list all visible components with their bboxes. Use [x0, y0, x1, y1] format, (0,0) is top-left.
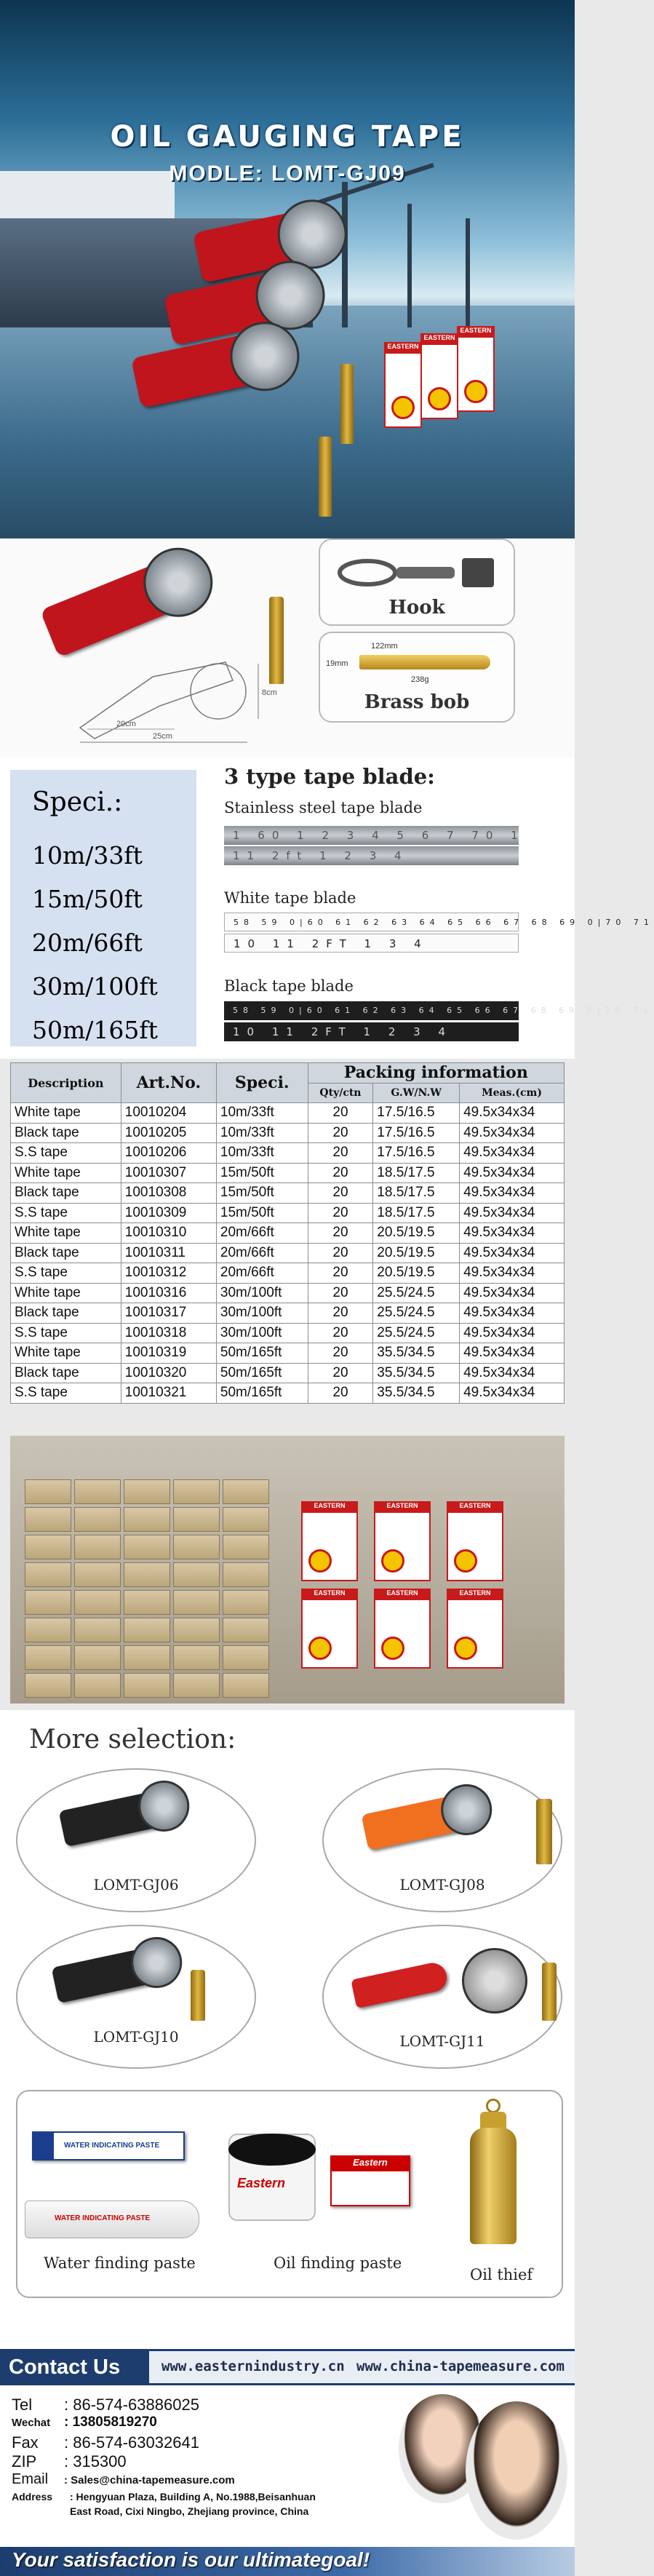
oil-paste-box: Eastern — [330, 2155, 410, 2206]
carton — [74, 1562, 121, 1587]
col-header: Qty/ctn — [308, 1083, 373, 1103]
table-cell: 10010312 — [121, 1263, 216, 1284]
table-cell: 20 — [308, 1303, 373, 1324]
table-cell: 30m/100ft — [216, 1303, 308, 1324]
oil-paste-label: Oil finding paste — [274, 2254, 402, 2272]
carton — [124, 1590, 170, 1615]
product-box: EASTERN — [301, 1589, 358, 1669]
model-label: LOMT-GJ10 — [93, 2028, 179, 2046]
table-cell: 10m/33ft — [216, 1123, 308, 1143]
table-cell: 49.5x34x34 — [460, 1223, 565, 1244]
table-cell: 49.5x34x34 — [460, 1263, 565, 1284]
table-cell: 20 — [308, 1243, 373, 1263]
carton — [173, 1535, 220, 1559]
table-cell: 49.5x34x34 — [460, 1163, 565, 1183]
black-blade-scale: 58 59 0|60 61 62 63 64 65 66 67 68 69 0|70 71 — [224, 1001, 519, 1020]
bob-length: 122mm — [371, 642, 398, 651]
carton — [74, 1507, 121, 1532]
carton — [74, 1590, 121, 1615]
website-link[interactable]: www.easternindustry.cn — [161, 2358, 345, 2374]
dim-width1-label: 20cm — [116, 720, 136, 728]
table-row — [11, 1143, 565, 1164]
brass-bob-image — [319, 437, 332, 517]
product-box: EASTERN — [374, 1501, 431, 1581]
table-cell: 50m/165ft — [216, 1383, 308, 1404]
table-cell: 30m/100ft — [216, 1283, 308, 1303]
table-row — [11, 1183, 565, 1204]
carton — [124, 1645, 170, 1670]
table-cell: 20 — [308, 1263, 373, 1284]
table-cell: White tape — [11, 1223, 121, 1244]
table-cell: 25.5/24.5 — [373, 1303, 460, 1324]
table-cell: 20m/66ft — [216, 1223, 308, 1244]
white-blade-scale: 58 59 0|60 61 62 63 64 65 66 67 68 69 0|70 71 — [224, 913, 519, 931]
steel-blade-label: Stainless steel tape blade — [224, 799, 423, 816]
table-cell: 10010309 — [121, 1203, 216, 1223]
col-header: Description — [11, 1063, 121, 1103]
table-cell: Black tape — [11, 1183, 121, 1204]
carton — [173, 1673, 220, 1698]
table-cell: 10010205 — [121, 1123, 216, 1143]
table-cell: 20 — [308, 1203, 373, 1223]
product-box: EASTERN — [301, 1501, 358, 1581]
email-line: Email : Sales@china-tapemeasure.com — [12, 2471, 235, 2487]
model-label: LOMT-GJ11 — [399, 2032, 485, 2050]
warehouse-photo — [10, 1436, 565, 1704]
table-cell: White tape — [11, 1343, 121, 1364]
table-cell: 17.5/16.5 — [373, 1143, 460, 1164]
carton — [25, 1479, 71, 1504]
carton — [173, 1479, 220, 1504]
accessories-section — [0, 538, 575, 757]
product-box: EASTERN — [457, 326, 495, 412]
group-header: Packing information — [308, 1063, 564, 1084]
dim-height-label: 8cm — [262, 688, 277, 697]
table-cell: 10010206 — [121, 1143, 216, 1164]
table-cell: 20.5/19.5 — [373, 1243, 460, 1263]
table-cell: 49.5x34x34 — [460, 1323, 565, 1343]
speci-item: 20m/66ft — [32, 929, 143, 957]
oil-paste-jar: Eastern — [228, 2134, 316, 2221]
carton — [25, 1645, 71, 1670]
table-cell: 10010318 — [121, 1323, 216, 1343]
more-title: More selection: — [29, 1725, 236, 1754]
tape-reel-image — [351, 1960, 449, 2008]
table-cell: 10010311 — [121, 1243, 216, 1263]
brass-bob-icon — [359, 655, 490, 669]
carton — [124, 1562, 170, 1587]
contact-tag: Contact Us — [0, 2349, 149, 2385]
carton — [223, 1618, 269, 1642]
table-cell: 20 — [308, 1383, 373, 1404]
table-cell: 20m/66ft — [216, 1263, 308, 1284]
tape-reel-image — [59, 1787, 180, 1847]
table-cell: 25.5/24.5 — [373, 1283, 460, 1303]
black-blade-scale: 10 11 2FT 1 2 3 4 — [224, 1022, 519, 1041]
table-cell: 10010310 — [121, 1223, 216, 1244]
table-cell: 49.5x34x34 — [460, 1363, 565, 1383]
slogan-text: Your satisfaction is our ultimategoal! — [12, 2548, 370, 2571]
table-cell: 10010319 — [121, 1343, 216, 1364]
brass-bob-image — [340, 364, 354, 444]
wechat-line: Wechat : 13805819270 — [12, 2414, 157, 2430]
table-cell: S.S tape — [11, 1203, 121, 1223]
bob-diameter: 19mm — [326, 659, 348, 668]
tel-line: Tel : 86-574-63886025 — [12, 2396, 199, 2414]
carton — [173, 1507, 220, 1532]
table-cell: S.S tape — [11, 1143, 121, 1164]
model-card — [322, 1925, 562, 2069]
table-cell: 10010307 — [121, 1163, 216, 1183]
carton — [25, 1618, 71, 1642]
table-cell: 20 — [308, 1183, 373, 1204]
table-cell: 20 — [308, 1143, 373, 1164]
oil-thief-image — [470, 2099, 517, 2244]
carton — [223, 1535, 269, 1559]
carton — [124, 1673, 170, 1698]
carton — [124, 1479, 170, 1504]
website-link[interactable]: www.china-tapemeasure.com — [356, 2358, 565, 2374]
hook-label: Hook — [388, 597, 445, 619]
table-row — [11, 1323, 565, 1343]
brass-bob-panel — [319, 632, 515, 723]
table-cell: 20 — [308, 1103, 373, 1124]
table-cell: 17.5/16.5 — [373, 1123, 460, 1143]
table-cell: 20 — [308, 1223, 373, 1244]
table-cell: White tape — [11, 1163, 121, 1183]
carton — [124, 1618, 170, 1642]
address-line: Address : Hengyuan Plaza, Building A, No.1988,Beisanhuan — [12, 2491, 316, 2503]
carton — [25, 1562, 71, 1587]
carton — [173, 1645, 220, 1670]
carton — [25, 1507, 71, 1532]
table-row — [11, 1383, 565, 1404]
zip-line: ZIP : 315300 — [12, 2452, 127, 2470]
carton — [124, 1507, 170, 1532]
table-row — [11, 1263, 565, 1284]
steel-blade-scale: 11 2ft 1 2 3 4 — [224, 846, 519, 865]
table-cell: Black tape — [11, 1123, 121, 1143]
table-cell: 49.5x34x34 — [460, 1243, 565, 1263]
carton — [223, 1562, 269, 1587]
table-cell: 20.5/19.5 — [373, 1223, 460, 1244]
carton — [25, 1590, 71, 1615]
bob-label: Brass bob — [364, 691, 470, 713]
carton — [173, 1562, 220, 1587]
product-box: EASTERN — [447, 1501, 503, 1581]
table-cell: 20 — [308, 1363, 373, 1383]
table-cell: 20 — [308, 1343, 373, 1364]
table-cell: 49.5x34x34 — [460, 1183, 565, 1204]
model-card — [322, 1768, 562, 1912]
blade-title: 3 type tape blade: — [224, 764, 435, 789]
table-row — [11, 1303, 565, 1324]
support-agent-photo — [466, 2401, 567, 2540]
speci-box — [10, 770, 196, 1046]
hook-icon — [335, 551, 502, 595]
table-row — [11, 1123, 565, 1143]
carton — [223, 1479, 269, 1504]
table-cell: 10010320 — [121, 1363, 216, 1383]
dim-width2-label: 25cm — [153, 732, 172, 741]
table-row — [11, 1243, 565, 1263]
product-box: EASTERN — [447, 1589, 503, 1669]
email-link[interactable]: : Sales@china-tapemeasure.com — [64, 2474, 235, 2486]
table-cell: 18.5/17.5 — [373, 1203, 460, 1223]
table-cell: 49.5x34x34 — [460, 1383, 565, 1404]
table-cell: 18.5/17.5 — [373, 1163, 460, 1183]
product-box: EASTERN — [374, 1589, 431, 1669]
model-card — [16, 1925, 256, 2069]
table-cell: 49.5x34x34 — [460, 1103, 565, 1124]
table-cell: 49.5x34x34 — [460, 1203, 565, 1223]
col-header: G.W/N.W — [373, 1083, 460, 1103]
table-cell: Black tape — [11, 1243, 121, 1263]
table-cell: 20 — [308, 1123, 373, 1143]
table-cell: White tape — [11, 1283, 121, 1303]
carton — [74, 1535, 121, 1559]
carton — [74, 1645, 121, 1670]
table-cell: 50m/165ft — [216, 1343, 308, 1364]
table-cell: 50m/165ft — [216, 1363, 308, 1383]
product-box: EASTERN — [420, 333, 458, 419]
table-row — [11, 1103, 565, 1124]
reel-disc — [462, 1948, 527, 2014]
table-row — [11, 1223, 565, 1244]
table-cell: 20 — [308, 1283, 373, 1303]
hero-title: OIL GAUGING TAPE — [110, 120, 465, 154]
table-cell: 10010317 — [121, 1303, 216, 1324]
model-label: LOMT-GJ08 — [399, 1876, 485, 1893]
table-cell: Black tape — [11, 1363, 121, 1383]
carton — [25, 1535, 71, 1559]
brass-bob-image — [536, 1799, 552, 1864]
water-paste-label: Water finding paste — [44, 2254, 196, 2272]
carton — [74, 1673, 121, 1698]
col-header: Speci. — [216, 1063, 308, 1103]
table-cell: 10m/33ft — [216, 1103, 308, 1124]
speci-item: 30m/100ft — [32, 972, 158, 1001]
product-box: EASTERN — [384, 342, 422, 428]
table-cell: 10010321 — [121, 1383, 216, 1404]
bob-weight: 238g — [411, 675, 429, 684]
table-cell: 35.5/34.5 — [373, 1343, 460, 1364]
fax-line: Fax : 86-574-63032641 — [12, 2433, 199, 2452]
table-cell: 20.5/19.5 — [373, 1263, 460, 1284]
table-row — [11, 1203, 565, 1223]
speci-item: 15m/50ft — [32, 885, 143, 913]
table-cell: 10010308 — [121, 1183, 216, 1204]
table-cell: White tape — [11, 1103, 121, 1124]
white-blade-scale: 10 11 2FT 1 3 4 — [224, 934, 519, 953]
carton — [223, 1645, 269, 1670]
table-cell: 30m/100ft — [216, 1323, 308, 1343]
speci-title: Speci.: — [32, 787, 123, 817]
table-cell: 15m/50ft — [216, 1163, 308, 1183]
dimension-diagram — [65, 648, 276, 750]
carton — [74, 1479, 121, 1504]
table-cell: 49.5x34x34 — [460, 1143, 565, 1164]
table-cell: S.S tape — [11, 1263, 121, 1284]
table-cell: 10010204 — [121, 1103, 216, 1124]
table-cell: 35.5/34.5 — [373, 1363, 460, 1383]
brass-bob-image — [191, 1970, 205, 2021]
table-cell: 18.5/17.5 — [373, 1183, 460, 1204]
table-cell: 49.5x34x34 — [460, 1303, 565, 1324]
table-cell: 49.5x34x34 — [460, 1123, 565, 1143]
brass-bob-image — [542, 1963, 557, 2021]
hero-banner — [0, 0, 575, 538]
crane — [466, 218, 470, 327]
water-paste-box: WATER INDICATING PASTE — [32, 2131, 185, 2160]
slogan-bar — [0, 2547, 575, 2576]
black-blade-label: Black tape blade — [224, 977, 354, 995]
model-card — [16, 1768, 256, 1912]
table-cell: 25.5/24.5 — [373, 1323, 460, 1343]
table-cell: 17.5/16.5 — [373, 1103, 460, 1124]
tape-reel-image — [52, 1944, 173, 2003]
table-cell: 20 — [308, 1163, 373, 1183]
carton — [25, 1673, 71, 1698]
packing-table — [10, 1062, 565, 1404]
table-cell: 20m/66ft — [216, 1243, 308, 1263]
paste-box — [16, 2090, 563, 2298]
table-cell: 10m/33ft — [216, 1143, 308, 1164]
carton — [173, 1618, 220, 1642]
table-cell: 20 — [308, 1323, 373, 1343]
oil-thief-label: Oil thief — [470, 2266, 533, 2283]
table-cell: S.S tape — [11, 1323, 121, 1343]
carton — [74, 1618, 121, 1642]
crane — [407, 204, 412, 327]
address-line-2: East Road, Cixi Ningbo, Zhejiang province, China — [70, 2505, 309, 2517]
hook-panel — [319, 538, 515, 626]
table-cell: Black tape — [11, 1303, 121, 1324]
tape-reel-image — [362, 1791, 483, 1850]
speci-item: 50m/165ft — [32, 1016, 158, 1044]
water-paste-tube: WATER INDICATING PASTE — [25, 2201, 199, 2238]
carton — [223, 1590, 269, 1615]
model-label: LOMT-GJ06 — [93, 1876, 179, 1893]
table-cell: 10010316 — [121, 1283, 216, 1303]
table-cell: 35.5/34.5 — [373, 1383, 460, 1404]
speci-item: 10m/33ft — [32, 841, 143, 870]
table-cell: 15m/50ft — [216, 1183, 308, 1204]
table-cell: 49.5x34x34 — [460, 1343, 565, 1364]
col-header: Meas.(cm) — [460, 1083, 565, 1103]
carton — [223, 1507, 269, 1532]
table-row — [11, 1283, 565, 1303]
crane — [342, 182, 348, 327]
steel-blade-scale: 1 60 1 2 3 4 5 6 7 70 1 — [224, 826, 519, 845]
table-cell: 15m/50ft — [216, 1203, 308, 1223]
carton — [223, 1673, 269, 1698]
carton — [124, 1535, 170, 1559]
tape-reel-image — [40, 550, 207, 657]
table-row — [11, 1163, 565, 1183]
packing-table-body — [11, 1103, 565, 1404]
table-row — [11, 1363, 565, 1383]
white-blade-label: White tape blade — [224, 889, 356, 907]
table-row — [11, 1343, 565, 1364]
carton — [173, 1590, 220, 1615]
table-cell: S.S tape — [11, 1383, 121, 1404]
col-header: Art.No. — [121, 1063, 216, 1103]
hero-model: MODLE: LOMT-GJ09 — [169, 162, 406, 186]
table-cell: 49.5x34x34 — [460, 1283, 565, 1303]
